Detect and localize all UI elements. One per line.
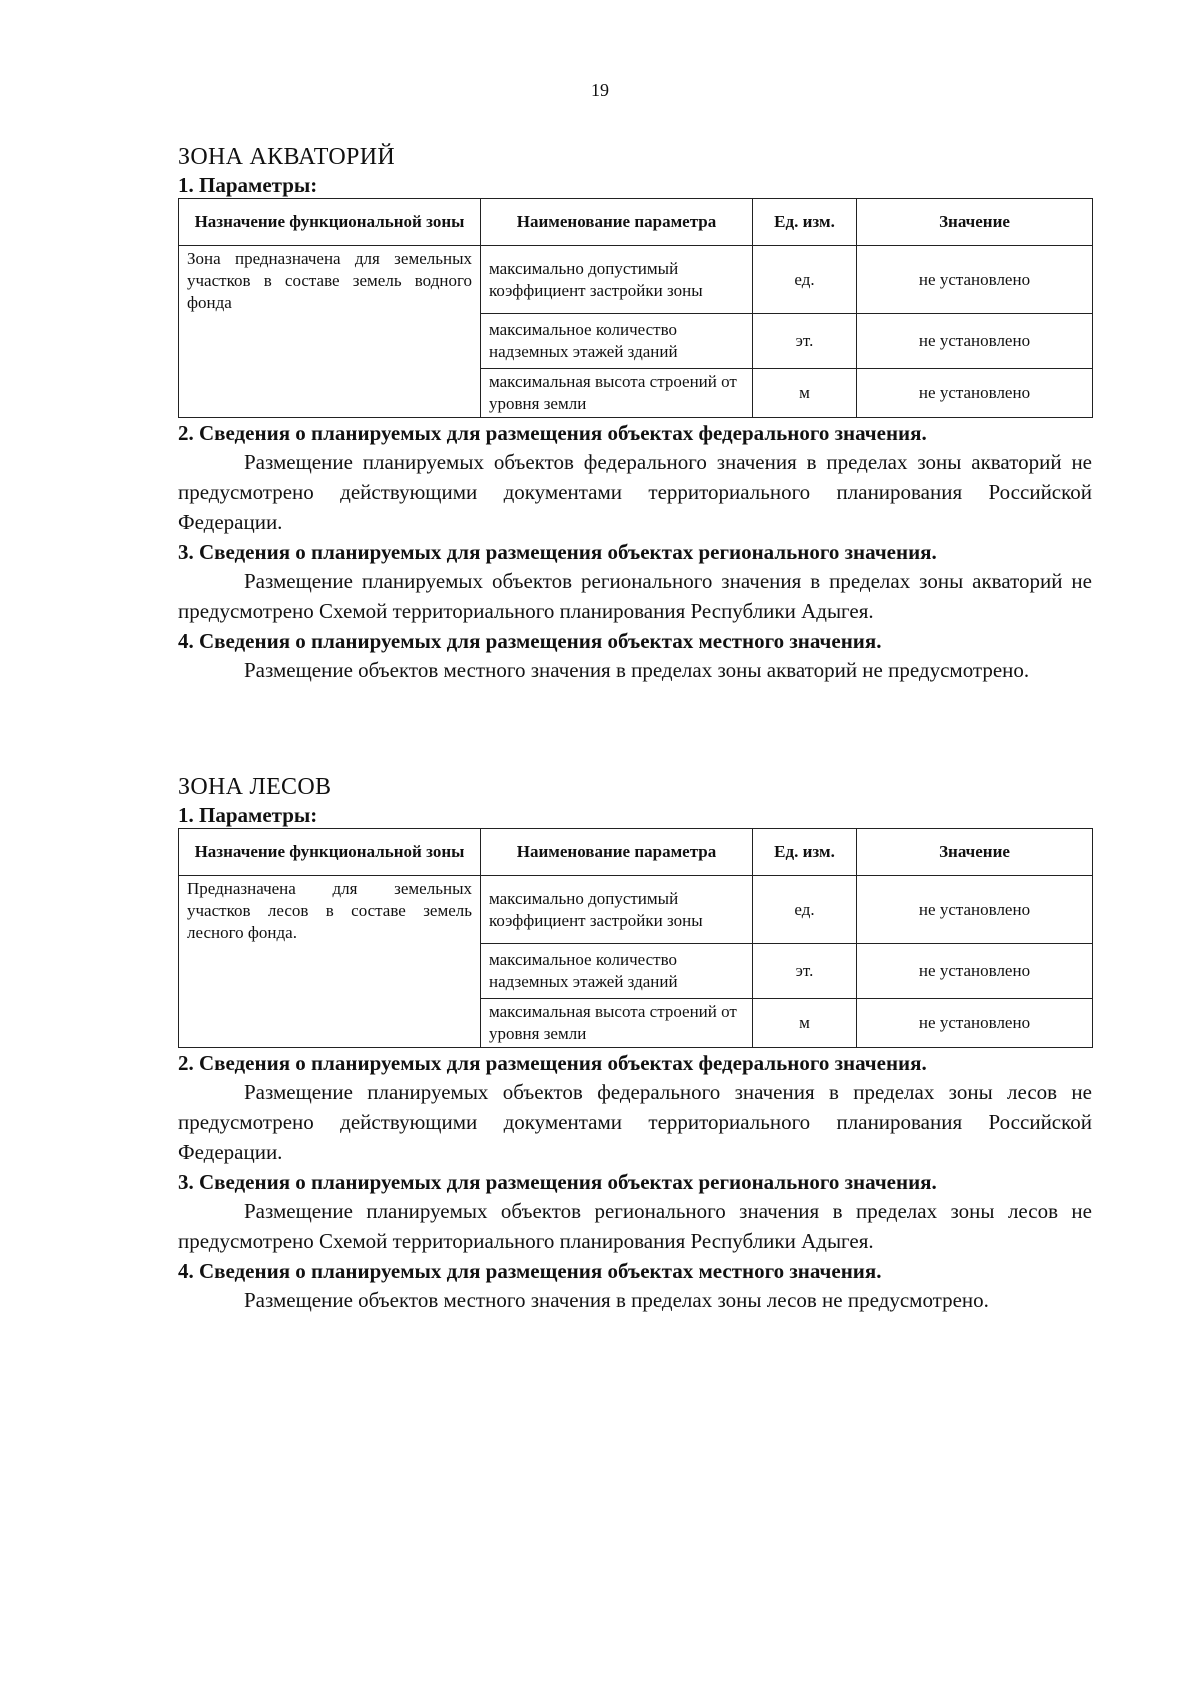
params-table <box>178 198 1093 418</box>
local-heading: 4. Сведения о планируемых для размещения объектах местного значения. <box>178 1259 882 1283</box>
param-name-cell: максимальная высота строений от уровня земли <box>481 999 753 1048</box>
page-number: 19 <box>591 80 609 100</box>
params-heading: 1. Параметры: <box>178 803 318 827</box>
regional-text: Размещение планируемых объектов регионального значения в пределах зоны акваторий не предусмотрено Схемой территориального планирования Республики Адыгея. <box>178 569 1092 623</box>
unit-cell: эт. <box>753 944 857 999</box>
federal-text: Размещение планируемых объектов федерального значения в пределах зоны акваторий не предусмотрено действующими документами территориального планирования Российской Федерации. <box>178 450 1092 534</box>
local-text: Размещение объектов местного значения в пределах зоны акваторий не предусмотрено. <box>244 658 1030 682</box>
param-name-cell: максимально допустимый коэффициент застройки зоны <box>481 876 753 944</box>
section-forests <box>178 772 1092 1315</box>
param-name-cell: максимальная высота строений от уровня земли <box>481 369 753 418</box>
table-header-row <box>179 829 1093 876</box>
value-cell: не установлено <box>857 999 1093 1048</box>
unit-cell: ед. <box>753 876 857 944</box>
unit-cell: м <box>753 369 857 418</box>
regional-heading: 3. Сведения о планируемых для размещения объектах регионального значения. <box>178 540 937 564</box>
value-cell: не установлено <box>857 944 1093 999</box>
federal-text: Размещение планируемых объектов федерального значения в пределах зоны лесов не предусмотрено действующими документами территориального планирования Российской Федерации. <box>178 1080 1092 1164</box>
params-table <box>178 828 1093 1048</box>
header-zone-purpose: Назначение функциональной зоны <box>179 829 481 876</box>
federal-heading: 2. Сведения о планируемых для размещения объектах федерального значения. <box>178 421 927 445</box>
param-name-cell: максимальное количество надземных этажей зданий <box>481 314 753 369</box>
header-unit: Ед. изм. <box>753 829 857 876</box>
zone-title: ЗОНА АКВАТОРИЙ <box>178 144 395 170</box>
unit-cell: эт. <box>753 314 857 369</box>
zone-title: ЗОНА ЛЕСОВ <box>178 774 332 800</box>
section-aquatory <box>178 142 1092 685</box>
unit-cell: м <box>753 999 857 1048</box>
local-text: Размещение объектов местного значения в пределах зоны лесов не предусмотрено. <box>244 1288 989 1312</box>
zone-purpose-cell: Зона предназначена для земельных участков в составе земель водного фонда <box>179 246 481 418</box>
header-zone-purpose: Назначение функциональной зоны <box>179 199 481 246</box>
federal-heading: 2. Сведения о планируемых для размещения объектах федерального значения. <box>178 1051 927 1075</box>
header-value: Значение <box>857 199 1093 246</box>
local-heading: 4. Сведения о планируемых для размещения объектах местного значения. <box>178 629 882 653</box>
param-name-cell: максимально допустимый коэффициент застройки зоны <box>481 246 753 314</box>
value-cell: не установлено <box>857 246 1093 314</box>
table-row <box>179 246 1093 314</box>
header-unit: Ед. изм. <box>753 199 857 246</box>
zone-purpose-cell: Предназначена для земельных участков лесов в составе земель лесного фонда. <box>179 876 481 1048</box>
header-value: Значение <box>857 829 1093 876</box>
value-cell: не установлено <box>857 369 1093 418</box>
unit-cell: ед. <box>753 246 857 314</box>
table-row <box>179 876 1093 944</box>
value-cell: не установлено <box>857 876 1093 944</box>
header-param-name: Наименование параметра <box>481 829 753 876</box>
header-param-name: Наименование параметра <box>481 199 753 246</box>
param-name-cell: максимальное количество надземных этажей зданий <box>481 944 753 999</box>
value-cell: не установлено <box>857 314 1093 369</box>
regional-heading: 3. Сведения о планируемых для размещения объектах регионального значения. <box>178 1170 937 1194</box>
params-heading: 1. Параметры: <box>178 173 318 197</box>
regional-text: Размещение планируемых объектов регионального значения в пределах зоны лесов не предусмотрено Схемой территориального планирования Республики Адыгея. <box>178 1199 1092 1253</box>
table-header-row <box>179 199 1093 246</box>
